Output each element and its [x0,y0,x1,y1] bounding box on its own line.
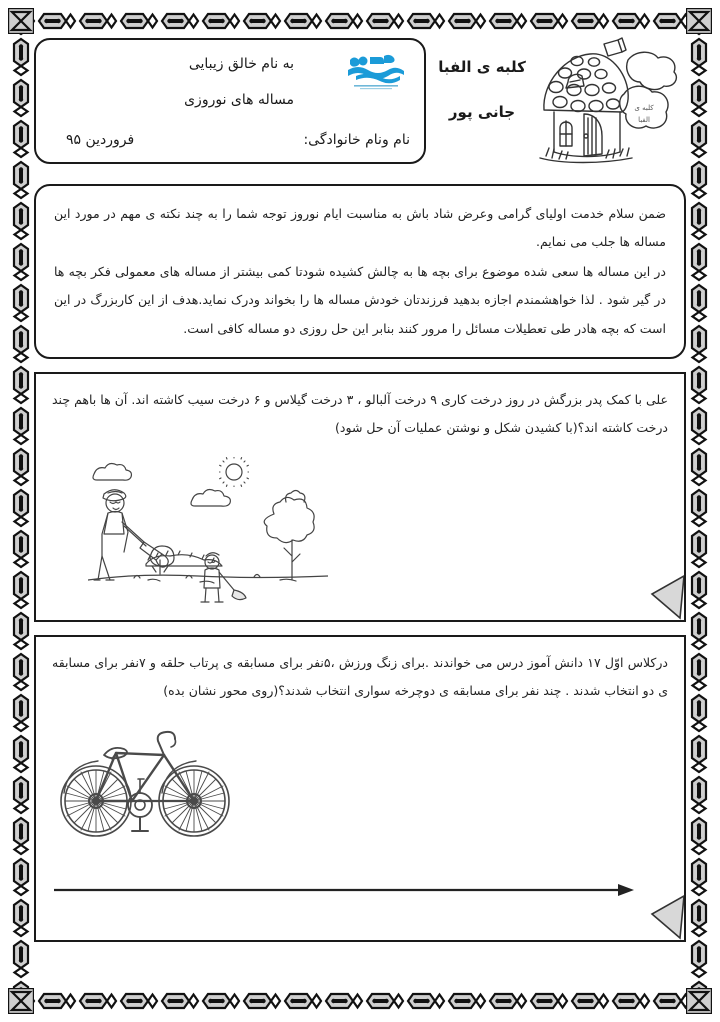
page-fold-corner-2 [638,894,684,940]
border-corner-top-left [8,8,34,34]
problem-2-text: درکلاس اوّل ۱۷ دانش آموز درس می خواندند .برای زنگ ورزش ،۵نفر برای مسابقه ی پرتاب حلقه و ۷نفر برای مسابقه ی دو انتخاب شدند . چند نفر برای مسابقه ی دوچرخه سواری انتخاب شدند؟(روی محور نشان بده) [52,654,668,699]
border-left-edge [8,32,34,990]
mushroom-cottage-icon [532,32,682,172]
tree-planting-scene-icon [88,456,328,606]
worksheet-subtitle: مساله های نوروزی [184,92,294,108]
brand-name: کلبه ی الفبا [438,58,526,76]
publisher-logo-icon [346,54,408,92]
border-corner-top-right [686,8,712,34]
bismillah-text: به نام خالق زیبایی [188,56,294,72]
bicycle-icon [54,719,244,854]
problem-2-box [34,635,686,942]
border-right-edge [686,32,712,990]
intro-paragraph-1: ضمن سلام خدمت اولیای گرامی وعرض شاد باش به مناسبت ایام نوروز توجه شما را به چند نکته ی مهم در مورد این مساله ها جلب می نمایم. [54,206,666,250]
student-name-field-label[interactable]: نام ونام خانوادگی: [303,132,410,148]
problem-1-box [34,372,686,622]
brand-author: جانی پور [448,102,516,121]
date-label: فروردین ۹۵ [66,132,135,148]
worksheet-content [34,30,686,992]
intro-note-box [34,184,686,359]
intro-paragraph-2: در این مساله ها سعی شده موضوع برای بچه ها به چالش کشیده شودتا کمی بیشتر از مساله های معمولی فکر بچه ها در گیر شود . لذا خواهشمندم اجازه بدهید فرزندتان خودش مساله ها را بخواند ودرک نماید.هدف از این کاربزرگ در این است که بچه هادر طی تعطیلات مسائل را مرور کنند بنابر این حل روزی دو مساله کافی است. [54,264,666,336]
brand-titles [436,56,528,123]
mascot-sign-line2: الفبا [638,116,650,124]
header-row [34,30,686,178]
mascot-sign-line1: کلبه ی [634,104,654,112]
page-fold-corner-1 [638,574,684,620]
border-corner-bottom-left [8,988,34,1014]
answer-number-line[interactable] [52,882,640,898]
problem-1-text: علی با کمک پدر بزرگش در روز درخت کاری ۹ درخت آلبالو ، ۳ درخت گیلاس و ۶ درخت سیب کاشته اند. آن ها باهم چند درخت کاشته اند؟(با کشیدن شکل و نوشتن عملیات آن حل شود) [52,391,669,436]
border-corner-bottom-right [686,988,712,1014]
header-info-box [34,38,426,164]
